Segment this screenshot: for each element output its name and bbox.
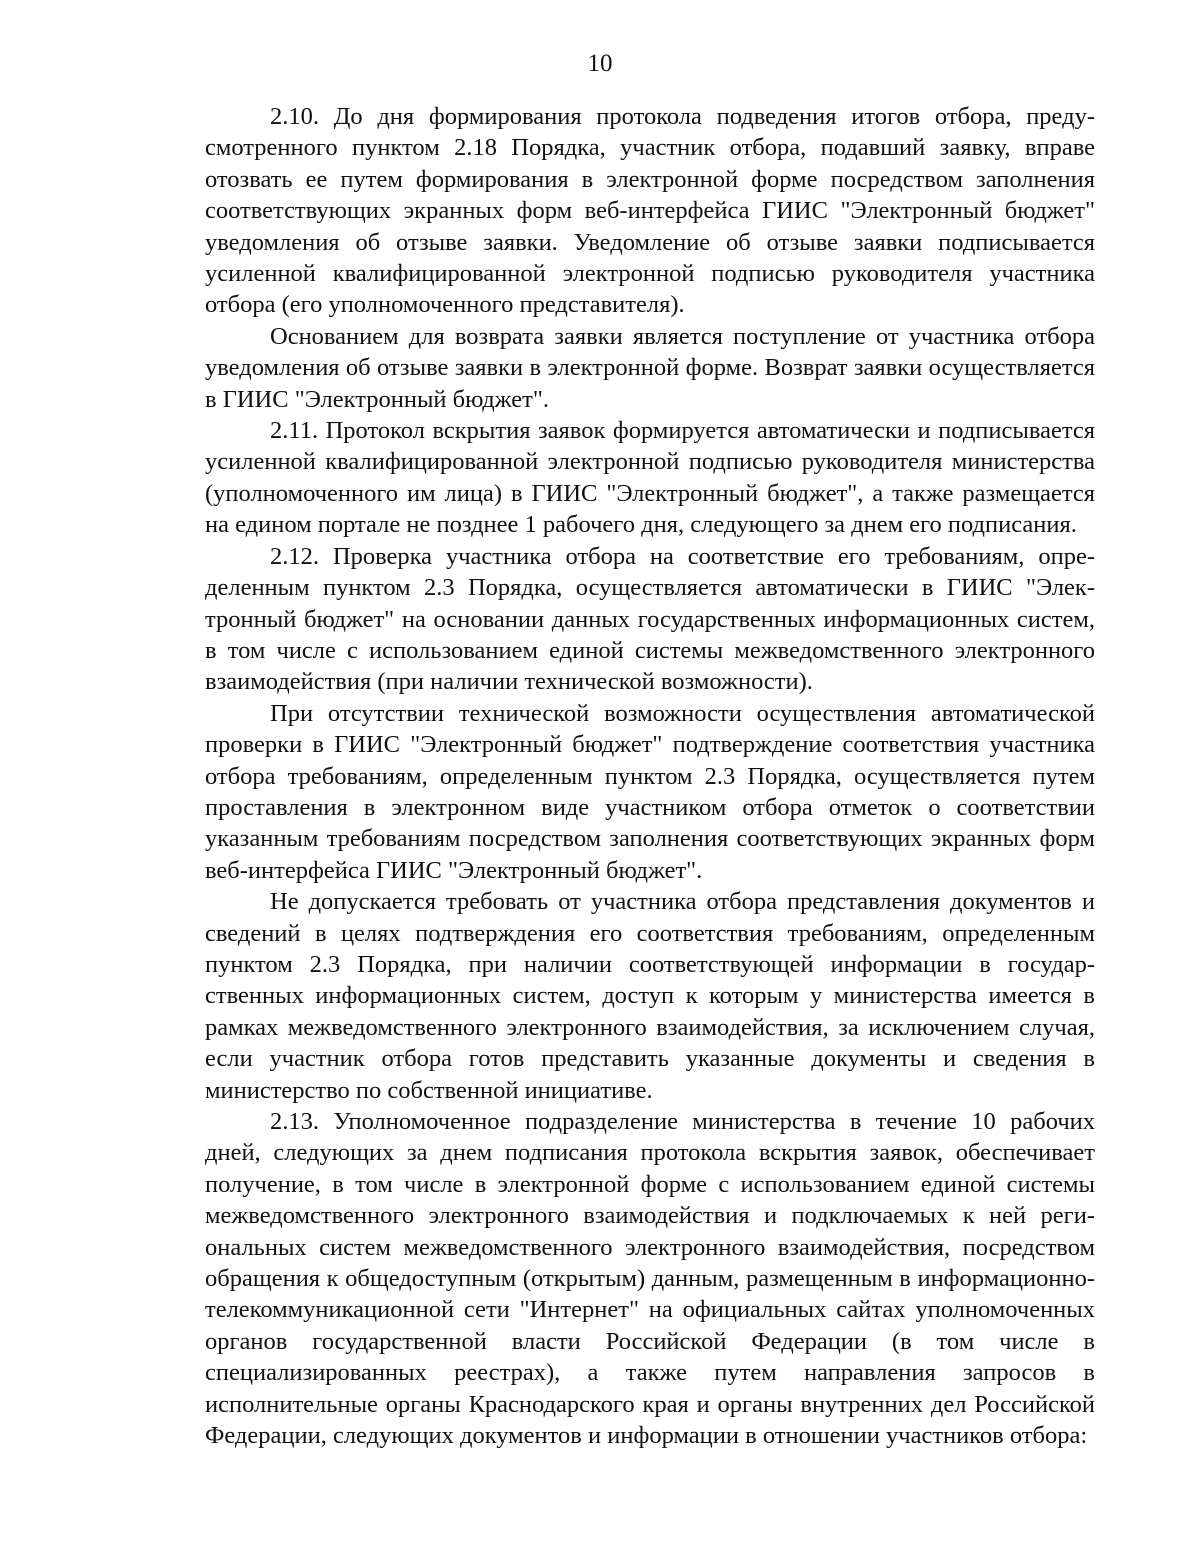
paragraph-no-technical-possibility: При отсутствии технической возможности осуществления автоматической проверки в ГИИС "Электронный бюджет" подтверждение соответствия участника отбора требованиям, определенным пунктом 2.3 Порядка, осуществляется путем проставления в электронном виде участником отбора отметок о соответствии указанным требованиям посредством заполнения соответствующих экранных форм веб-интерфейса ГИИС "Электронный бюджет".	[205, 699, 1095, 884]
paragraph-2-10: 2.10. До дня формирования протокола подведения итогов отбора, предусмотренного пунктом 2.18 Порядка, участник отбора, подавший заявку, вправе отозвать ее путем формирования в электронной форме посредством заполнения соответствующих экранных форм веб-интерфейса ГИИС "Электронный бюджет" уведомления об отзыве заявки. Уведомление об отзыве заявки подписывается усиленной квалифицированной электронной подписью руководителя участника отбора (его уполномоченного представителя).	[205, 103, 1095, 319]
page-number: 10	[587, 50, 613, 77]
paragraph-2-12: 2.12. Проверка участника отбора на соответствие его требованиям, определенным пунктом 2.3 Порядка, осуществляется автоматически в ГИИС "Электронный бюджет" на основании данных государственных информационных систем, в том числе с использованием единой системы межведомственного электронного взаимодействия (при наличии технической возможности).	[205, 542, 1095, 696]
paragraph-2-11: 2.11. Протокол вскрытия заявок формируется автоматически и подписывается усиленной квалифицированной электронной подписью руководителя министерства (уполномоченного им лица) в ГИИС "Электронный бюджет", а также размещается на едином портале не позднее 1 рабочего дня, следующего за днем его подписания.	[205, 417, 1095, 539]
paragraph-not-allowed: Не допускается требовать от участника отбора представления документов и сведений в целях подтверждения его соответствия требованиям, определенным пунктом 2.3 Порядка, при наличии соответствующей информации в государственных информационных систем, доступ к которым у министерства имеется в рамках межведомственного электронного взаимодействия, за исключением случая, если участник отбора готов представить указанные документы и сведения в министерство по собственной инициативе.	[205, 888, 1095, 1104]
document-body	[205, 101, 1095, 1451]
paragraph-2-13: 2.13. Уполномоченное подразделение министерства в течение 10 рабочих дней, следующих за днем подписания протокола вскрытия заявок, обеспечивает получение, в том числе в электронной форме с использованием единой системы межведомственного электронного взаимодействия и подключаемых к ней региональных систем межведомственного электронного взаимодействия, посредством обращения к общедоступным (открытым) данным, размещенным в информационно-телекоммуникационной сети "Интернет" на официальных сайтах уполномоченных органов государственной власти Российской Федерации (в том числе в специализированных реестрах), а также путем направления запросов в исполнительные органы Краснодарского края и органы внутренних дел Российской Федерации, следующих документов и информации в отношении участников отбора:	[205, 1108, 1095, 1450]
paragraph-return-basis: Основанием для возврата заявки является поступление от участника отбора уведомления об отзыве заявки в электронной форме. Возврат заявки осуществляется в ГИИС "Электронный бюджет".	[205, 322, 1095, 413]
